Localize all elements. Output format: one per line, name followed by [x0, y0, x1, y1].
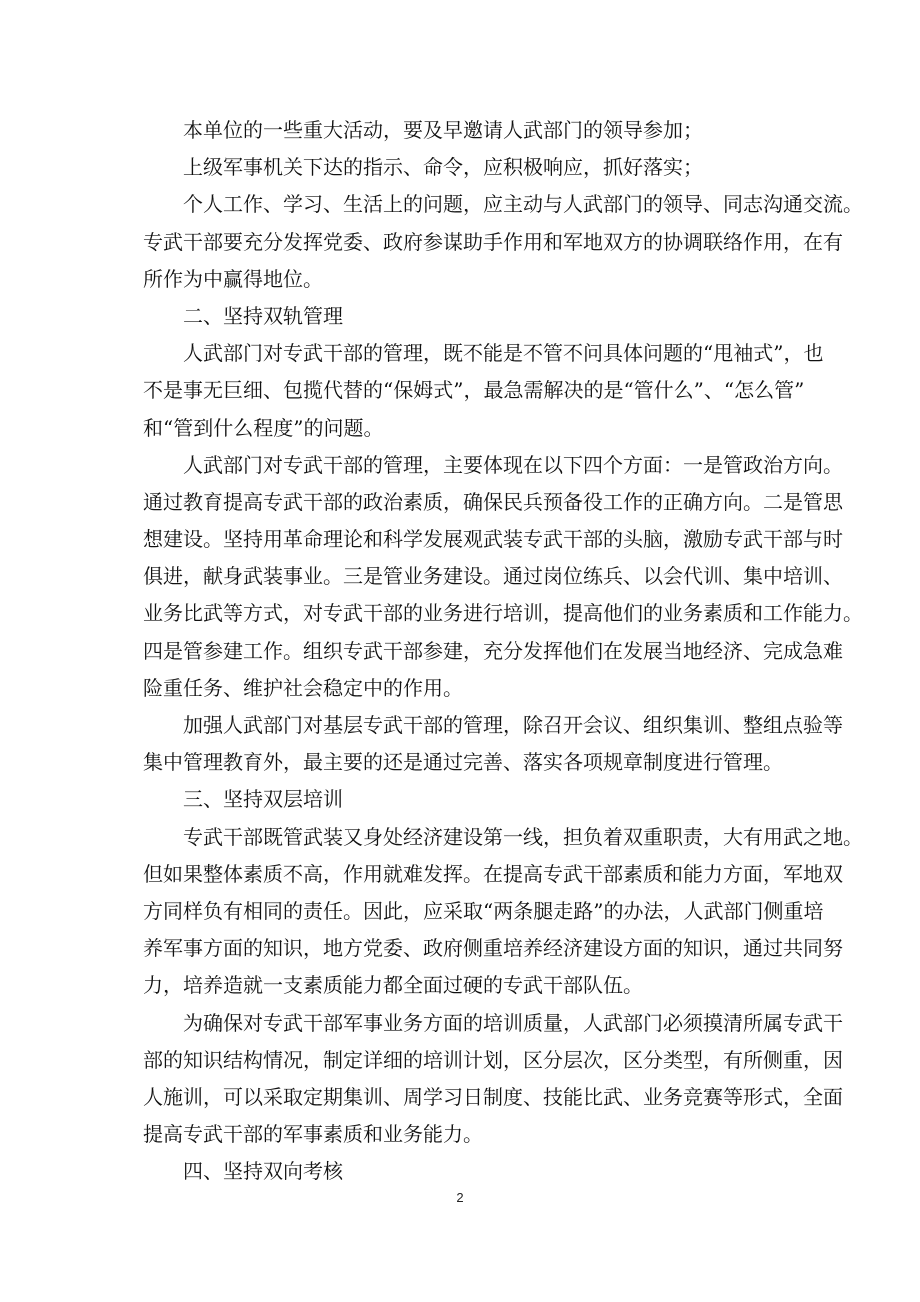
text-line: 不是事无巨细、包揽代替的“保姆式”，最急需解决的是“管什么”、“怎么管”: [143, 378, 805, 403]
text-line: 业务比武等方式，对专武干部的业务进行培训，提高他们的业务素质和工作能力。: [143, 601, 863, 626]
text-line: 和“管到什么程度”的问题。: [143, 415, 384, 440]
page-body: [143, 112, 863, 1190]
text-line: 三、坚持双层培训: [183, 787, 343, 812]
text-line: 四是管参建工作。组织专武干部参建，充分发挥他们在发展当地经济、完成急难: [143, 638, 843, 663]
text-line: 方同样负有相同的责任。因此，应采取“两条腿走路”的办法，人武部门侧重培: [143, 898, 824, 923]
text-line: 为确保对专武干部军事业务方面的培训质量，人武部门必须摸清所属专武干: [183, 1010, 843, 1035]
text-line: 但如果整体素质不高，作用就难发挥。在提高专武干部素质和能力方面，军地双: [143, 861, 843, 886]
text-line: 提高专武干部的军事素质和业务能力。: [143, 1122, 483, 1147]
text-line: 专武干部要充分发挥党委、政府参谋助手作用和军地双方的协调联络作用，在有: [143, 229, 843, 254]
text-line: 加强人武部门对基层专武干部的管理，除召开会议、组织集训、整组点验等: [183, 713, 843, 737]
text-line: 力，培养造就一支素质能力都全面过硬的专武干部队伍。: [143, 973, 643, 998]
text-line: 通过教育提高专武干部的政治素质，确保民兵预备役工作的正确方向。二是管思: [143, 489, 843, 514]
text-line: 部的知识结构情况，制定详细的培训计划，区分层次，区分类型，有所侧重，因: [143, 1047, 843, 1072]
text-line: 人武部门对专武干部的管理，既不能是不管不问具体问题的“甩袖式”，也: [183, 341, 824, 366]
text-line: 险重任务、维护社会稳定中的作用。: [143, 675, 463, 700]
text-line: 本单位的一些重大活动，要及早邀请人武部门的领导参加；: [183, 118, 703, 142]
text-line: 上级军事机关下达的指示、命令，应积极响应，抓好落实；: [183, 155, 703, 180]
text-line: 个人工作、学习、生活上的问题，应主动与人武部门的领导、同志沟通交流。: [183, 192, 863, 217]
text-line: 二、坚持双轨管理: [183, 303, 343, 328]
text-line: 所作为中赢得地位。: [143, 266, 323, 291]
text-line: 集中管理教育外，最主要的还是通过完善、落实各项规章制度进行管理。: [143, 750, 783, 775]
text-line: 四、坚持双向考核: [183, 1159, 343, 1184]
text-line: 人施训，可以采取定期集训、周学习日制度、技能比武、业务竞赛等形式，全面: [143, 1084, 843, 1109]
text-line: 专武干部既管武装又身处经济建设第一线，担负着双重职责，大有用武之地。: [183, 824, 863, 849]
text-line: 养军事方面的知识，地方党委、政府侧重培养经济建设方面的知识，通过共同努: [143, 936, 843, 961]
page-number: 2: [456, 1190, 464, 1205]
text-line: 俱进，献身武装事业。三是管业务建设。通过岗位练兵、以会代训、集中培训、: [143, 564, 843, 589]
text-line: 想建设。坚持用革命理论和科学发展观武装专武干部的头脑，激励专武干部与时: [143, 527, 843, 552]
text-line: 人武部门对专武干部的管理，主要体现在以下四个方面：一是管政治方向。: [183, 452, 843, 477]
